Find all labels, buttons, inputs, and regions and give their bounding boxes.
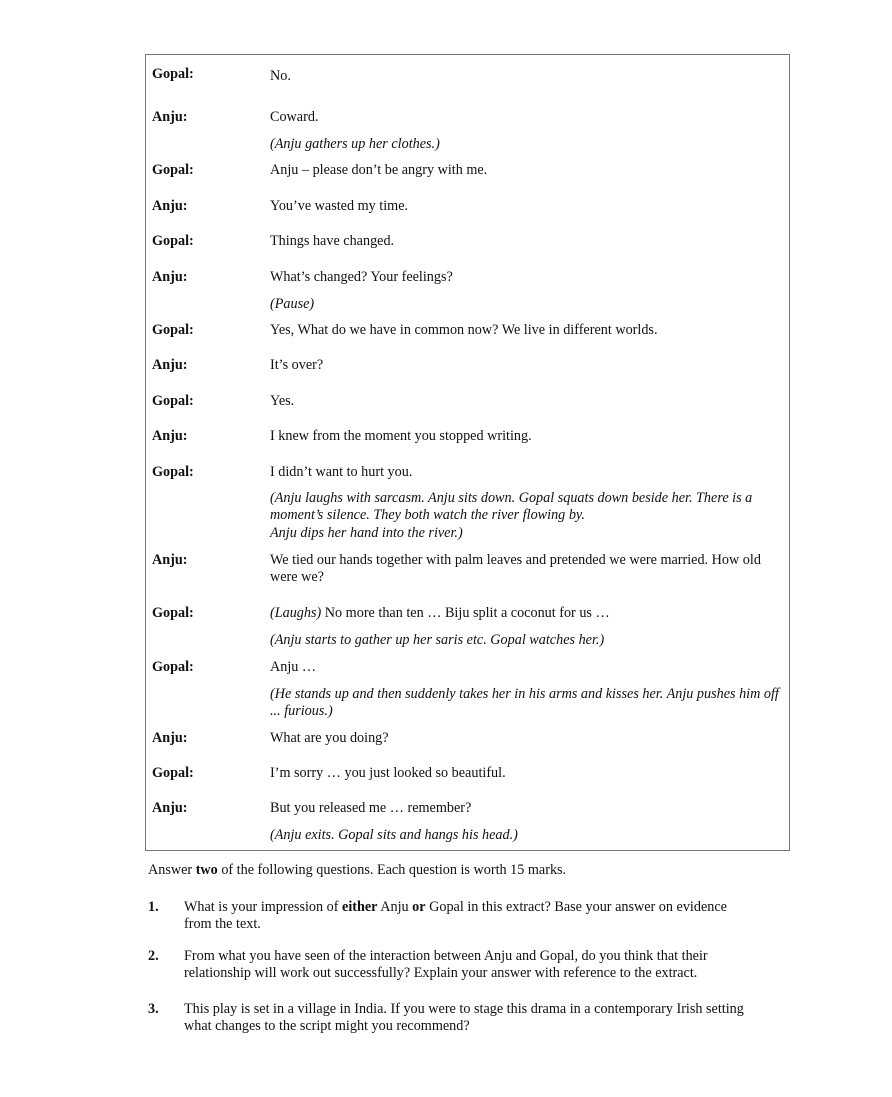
dialogue-line: I knew from the moment you stopped writing. bbox=[270, 428, 532, 444]
question-number: 3. bbox=[148, 1001, 159, 1017]
speaker-label: Gopal: bbox=[152, 464, 194, 480]
dialogue-line: What’s changed? Your feelings? bbox=[270, 269, 453, 285]
dialogue-line bbox=[270, 605, 610, 622]
stage-direction-inline: (Laughs) bbox=[270, 605, 322, 621]
speaker-label: Gopal: bbox=[152, 765, 194, 781]
stage-direction: (Pause) bbox=[270, 296, 315, 312]
question-fragment: What is your impression of bbox=[184, 899, 343, 915]
stage-direction: (He stands up and then suddenly takes her in his arms and kisses her. Anju pushes him off ... furious.) bbox=[270, 686, 779, 719]
question-number: 1. bbox=[148, 899, 159, 915]
stage-direction: Anju dips her hand into the river.) bbox=[270, 525, 463, 541]
dialogue-line: But you released me … remember? bbox=[270, 800, 472, 816]
dialogue-line: Yes, What do we have in common now? We live in different worlds. bbox=[270, 322, 658, 338]
dialogue-text: No more than ten … Biju split a coconut for us … bbox=[321, 605, 610, 621]
speaker-label: Anju: bbox=[152, 109, 188, 125]
speaker-label: Gopal: bbox=[152, 66, 194, 82]
dialogue-line: I didn’t want to hurt you. bbox=[270, 464, 413, 480]
instruction-text: of the following questions. Each question is worth 15 marks. bbox=[217, 862, 567, 878]
questions-instruction bbox=[148, 862, 566, 879]
question-number: 2. bbox=[148, 948, 159, 964]
speaker-label: Anju: bbox=[152, 269, 188, 285]
question-text: This play is set in a village in India. If you were to stage this drama in a contemporary Irish setting what changes to the script might you recommend? bbox=[184, 1001, 744, 1034]
dialogue-line: No. bbox=[270, 68, 291, 84]
question-fragment: Anju bbox=[377, 899, 413, 915]
speaker-label: Anju: bbox=[152, 198, 188, 214]
dialogue-line: Yes. bbox=[270, 393, 295, 409]
speaker-label: Gopal: bbox=[152, 322, 194, 338]
speaker-label: Anju: bbox=[152, 800, 188, 816]
speaker-label: Anju: bbox=[152, 428, 188, 444]
speaker-label: Anju: bbox=[152, 730, 188, 746]
instruction-emphasis: two bbox=[195, 862, 218, 878]
speaker-label: Gopal: bbox=[152, 659, 194, 675]
speaker-label: Gopal: bbox=[152, 393, 194, 409]
dialogue-line: It’s over? bbox=[270, 357, 324, 373]
speaker-label: Anju: bbox=[152, 552, 188, 568]
dialogue-line: What are you doing? bbox=[270, 730, 389, 746]
question-emphasis: or bbox=[412, 899, 426, 915]
speaker-label: Gopal: bbox=[152, 162, 194, 178]
dialogue-line: I’m sorry … you just looked so beautiful. bbox=[270, 765, 506, 781]
question-text: From what you have seen of the interaction between Anju and Gopal, do you think that their relationship will work out successfully? Explain your answer with reference to the extract. bbox=[184, 948, 708, 981]
dialogue-line: We tied our hands together with palm leaves and pretended we were married. How old were we? bbox=[270, 552, 761, 585]
stage-direction: (Anju starts to gather up her saris etc. Gopal watches her.) bbox=[270, 632, 605, 648]
question-emphasis: either bbox=[342, 899, 378, 915]
dialogue-line: You’ve wasted my time. bbox=[270, 198, 409, 214]
stage-direction: (Anju exits. Gopal sits and hangs his head.) bbox=[270, 827, 518, 843]
dialogue-line: Things have changed. bbox=[270, 233, 395, 249]
dialogue-line: Coward. bbox=[270, 109, 319, 125]
speaker-label: Anju: bbox=[152, 357, 188, 373]
speaker-label: Gopal: bbox=[152, 605, 194, 621]
stage-direction: (Anju gathers up her clothes.) bbox=[270, 136, 440, 152]
question-fragment: Gopal in this extract? Base your answer on evidence from the text. bbox=[184, 899, 727, 932]
question-text bbox=[184, 899, 754, 933]
dialogue-line: Anju – please don’t be angry with me. bbox=[270, 162, 488, 178]
instruction-text: Answer bbox=[148, 862, 196, 878]
stage-direction: (Anju laughs with sarcasm. Anju sits down. Gopal squats down beside her. There is a moment’s silence. They both watch the river flowing by. bbox=[270, 490, 753, 523]
dialogue-line: Anju … bbox=[270, 659, 317, 675]
speaker-label: Gopal: bbox=[152, 233, 194, 249]
